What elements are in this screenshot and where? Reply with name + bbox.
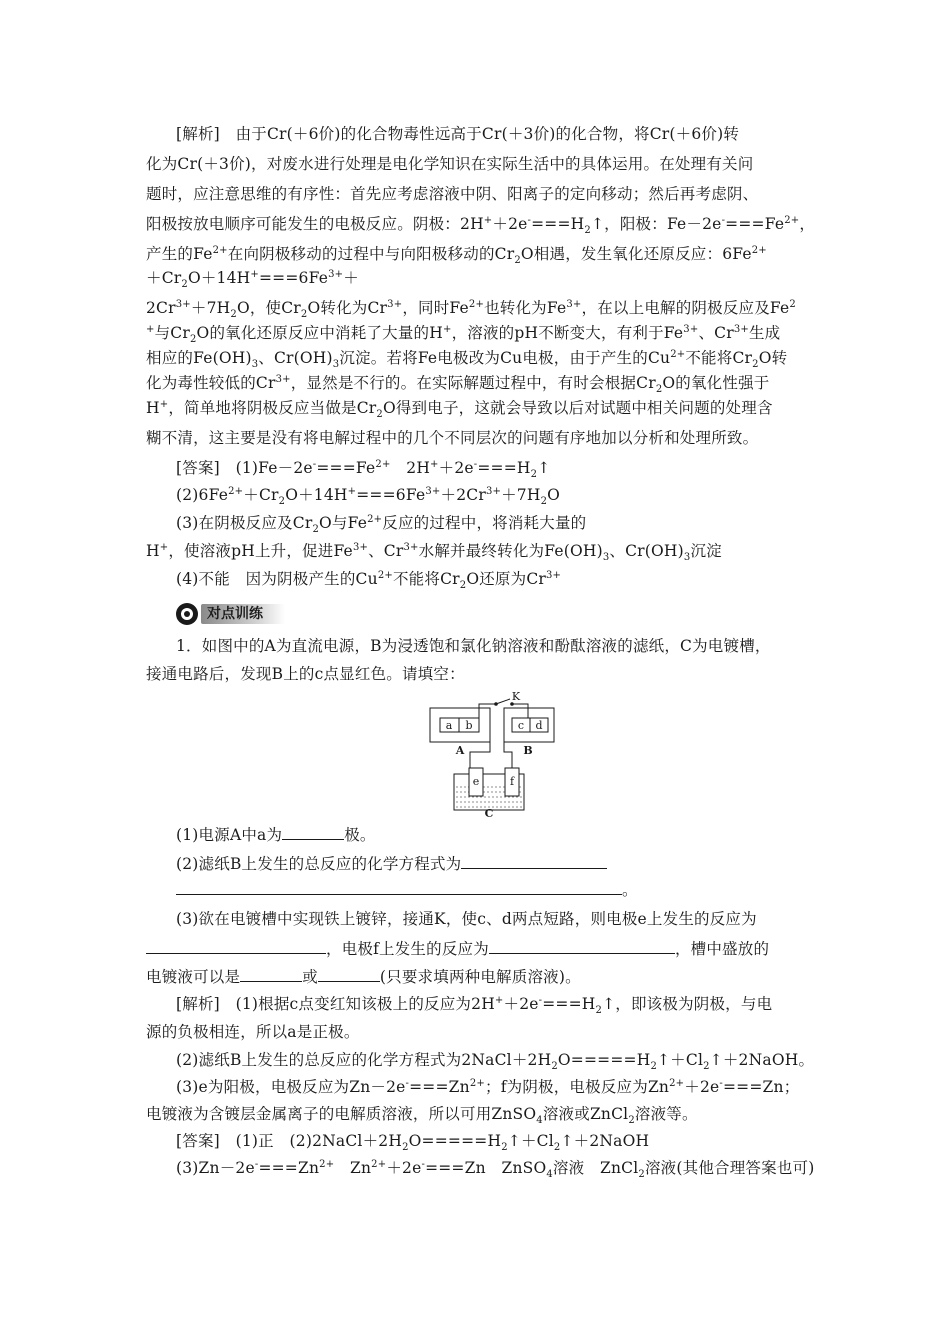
analysis-line: 阳极按放电顺序可能发生的电极反应。阴极：$2H^++2e^-===H_2↑$，阳极：$Fe-2e^-===Fe^{2+}$， xyxy=(146,214,816,237)
power-source-label: A xyxy=(455,744,465,757)
question-line: 电镀液可以是 或 (只要求填两种电解质溶液)。 xyxy=(146,968,581,986)
analysis-line: [解析] 由于Cr(＋6价)的化合物毒性远高于Cr(＋3价)的化合物，将Cr(＋6价)转 xyxy=(176,125,740,143)
question-line: 1．如图中的A为直流电源，B为浸透饱和氯化钠溶液和酚酞溶液的滤纸，C为电镀槽， xyxy=(176,637,771,655)
answer-blank[interactable] xyxy=(489,938,675,954)
section-banner-title: 对点训练 xyxy=(201,604,285,624)
analysis-line: H+，简单地将阴极反应当做是$Cr_2O$得到电子，这就会导致以后对试题中相关问题的处理含 xyxy=(146,398,773,421)
analysis-line: 相应的$Fe(OH)_3$、$Cr(OH)_3$沉淀。若将Fe电极改为Cu电极，由于产生的$Cu^{2+}$不能将$Cr_2O$转 xyxy=(146,348,788,371)
analysis-line: 糊不清，这主要是没有将电解过程中的几个不同层次的问题有序地加以分析和处理所致。 xyxy=(146,429,759,447)
question-line: 。 xyxy=(176,879,816,900)
question-line: (2)滤纸B上发生的总反应的化学方程式为 xyxy=(176,853,816,874)
analysis-line: +与$Cr_2O$的氧化还原反应中消耗了大量的H+，溶液的pH不断变大，有利于$Fe^{3+}$、$Cr^{3+}$生成 xyxy=(146,323,781,346)
answer-line: $(2)6Fe^{2+}+Cr_2O+14H^+===6Fe^{3+}+2Cr^{3+}+7H_2O$ xyxy=(176,485,561,508)
answer-blank[interactable] xyxy=(318,966,380,982)
analysis-line: 源的负极相连，所以a是正极。 xyxy=(146,1023,360,1041)
analysis-line: 电镀液为含镀层金属离子的电解质溶液，所以可用ZnSO$_4$溶液或ZnCl$_2$溶液等。 xyxy=(146,1105,698,1127)
circuit-diagram xyxy=(420,688,560,818)
switch-label: K xyxy=(511,690,521,703)
analysis-line: 化为Cr(＋3价)，对废水进行处理是电化学知识在实际生活中的具体运用。在处理有关问 xyxy=(146,155,754,173)
terminal-b-label: b xyxy=(465,719,473,732)
answer-blank[interactable] xyxy=(461,853,607,869)
analysis-line: (2)滤纸B上发生的总反应的化学方程式为$2NaCl+2H_2O=====H_2↑+Cl_2↑+2NaOH$。 xyxy=(176,1051,815,1073)
section-banner xyxy=(176,602,285,626)
terminal-a-label: a xyxy=(445,719,453,732)
filter-paper-label: B xyxy=(523,744,533,757)
question-line: 接通电路后，发现B上的c点显红色。请填空： xyxy=(146,665,465,683)
question-line: ，电极f上发生的反应为 ，槽中盛放的 xyxy=(146,938,816,959)
plating-tank-label: C xyxy=(484,807,494,818)
answer-blank[interactable] xyxy=(282,824,344,840)
target-icon xyxy=(176,603,198,625)
analysis-line: 产生的$Fe^{2+}$在向阴极移动的过程中与向阳极移动的$Cr_2O$相遇，发生氧化还原反应：$6Fe^{2+}$ xyxy=(146,244,767,267)
answer-blank[interactable] xyxy=(176,879,622,895)
answer-line: [答案] (1)正 $(2)2NaCl+2H_2O=====H_2↑+Cl_2↑+2NaOH$ xyxy=(176,1132,650,1154)
point-c-label: c xyxy=(517,719,525,732)
point-d-label: d xyxy=(535,719,543,732)
question-line: (1)电源A中a为 极。 xyxy=(176,826,376,844)
answer-blank[interactable] xyxy=(240,966,302,982)
analysis-line: [解析] (1)根据c点变红知该极上的反应为$2H^++2e^-===H_2↑$，即该极为阴极，与电 xyxy=(176,994,773,1017)
analysis-line: (3)e为阳极，电极反应为$Zn-2e^-===Zn^{2+}$；f为阴极，电极反应为$Zn^{2+}+2e^-===Zn$； xyxy=(176,1077,800,1096)
electrode-f-label: f xyxy=(509,775,515,788)
answer-line: H+，使溶液pH上升，促进$Fe^{3+}$、$Cr^{3+}$水解并最终转化为$Fe(OH)_3$、$Cr(OH)_3$沉淀 xyxy=(146,541,722,564)
answer-line: $(3)Zn-2e^-===Zn^{2+}$ $Zn^{2+}+2e^-===Zn$ ZnSO$_4$溶液 ZnCl$_2$溶液(其他合理答案也可) xyxy=(176,1158,815,1181)
answer-blank[interactable] xyxy=(146,938,326,954)
analysis-line: $2Cr^{3+}+7H_2O$，使$Cr_2O$转化为$Cr^{3+}$，同时$Fe^{2+}$也转化为$Fe^{3+}$，在以上电解的阴极反应及Fe$^2$ xyxy=(146,298,796,321)
analysis-line: 化为毒性较低的$Cr^{3+}$，显然是不行的。在实际解题过程中，有时会根据$Cr_2O$的氧化性强于 xyxy=(146,373,770,396)
analysis-line: 题时，应注意思维的有序性：首先应考虑溶液中阴、阳离子的定向移动；然后再考虑阴、 xyxy=(146,185,759,203)
analysis-line: $+Cr_2O+14H^+===6Fe^{3+}+$ xyxy=(146,268,359,291)
electrode-e-label: e xyxy=(472,775,480,788)
question-line: (3)欲在电镀槽中实现铁上镀锌，接通K，使c、d两点短路，则电极e上发生的反应为 xyxy=(176,910,757,928)
answer-line: [答案] $(1)Fe-2e^-===Fe^{2+}$ $2H^++2e^-===H_2↑$ xyxy=(176,458,551,481)
answer-line: (4)不能 因为阴极产生的$Cu^{2+}$不能将$Cr_2O$还原为$Cr^{3+}$ xyxy=(176,569,562,592)
answer-line: (3)在阴极反应及$Cr_2O$与$Fe^{2+}$反应的过程中，将消耗大量的 xyxy=(176,513,587,536)
